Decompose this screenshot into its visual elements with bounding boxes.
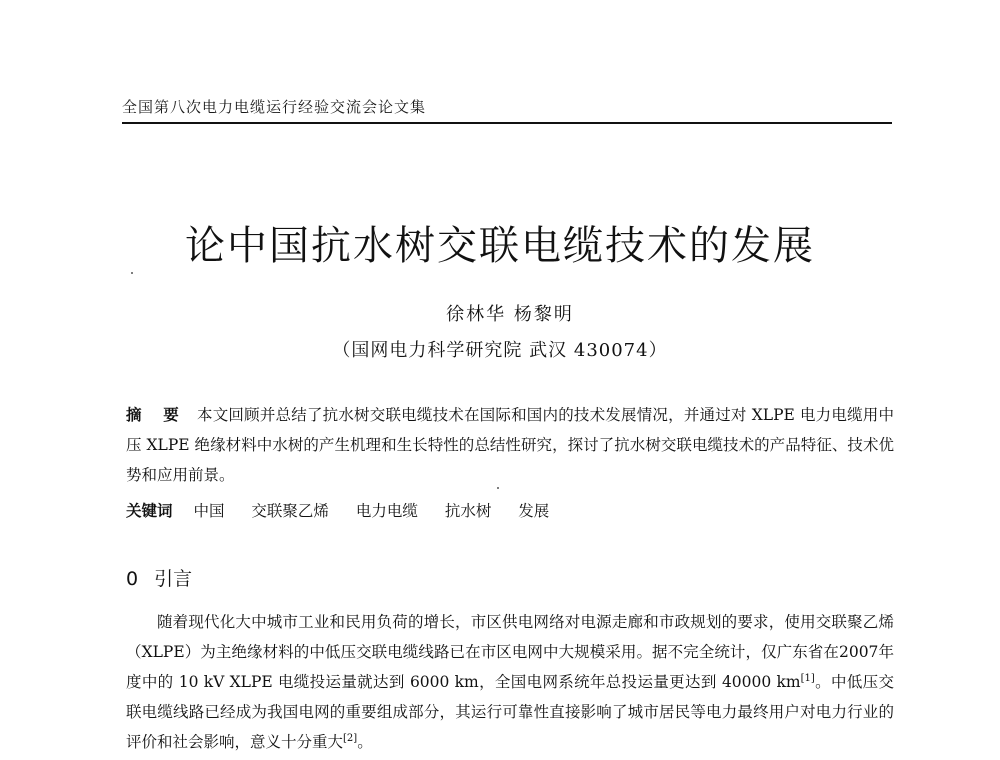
body-text-part: 。中低压交联电缆线路已经成为我国电网的重要组成部分，其运行可靠性直接影响了城市居民等电力最终用户对电力行业的评价和社会影响，意义十分重大 [126, 673, 894, 751]
abstract-label: 摘 要 [126, 406, 188, 424]
body-text-part: 随着现代化大中城市工业和民用负荷的增长，市区供电网络对电源走廊和市政规划的要求，使用交联聚乙烯（XLPE）为主绝缘材料的中低压交联电缆线路已在市区电网中大规模采用。据不完全统计，仅广东省在2007年度中的 10 kV XLPE 电缆投运量就达到 6000 km，全国电网系统年总投运量更达到 40000 km [126, 613, 894, 691]
abstract-text: 本文回顾并总结了抗水树交联电缆技术在国际和国内的技术发展情况，并通过对 XLPE 电力电缆用中压 XLPE 绝缘材料中水树的产生机理和生长特性的总结性研究，探讨了抗水树交联电缆技术的产品特征、技术优势和应用前景。 [126, 406, 894, 484]
paper-title: 论中国抗水树交联电缆技术的发展 [185, 223, 815, 269]
keyword: 中国 [193, 502, 225, 520]
section-heading [126, 564, 192, 591]
running-header: 全国第八次电力电缆运行经验交流会论文集 [122, 98, 427, 116]
keywords-label: 关键词 [126, 502, 173, 520]
keyword: 电力电缆 [355, 502, 418, 520]
keyword: 交联聚乙烯 [251, 502, 329, 520]
keywords-block [126, 496, 894, 526]
keyword: 抗水树 [444, 502, 492, 520]
keyword: 发展 [518, 502, 550, 520]
paper-affiliation: （国网电力科学研究院 武汉 430074） [332, 340, 668, 361]
paper-authors: 徐林华 杨黎明 [446, 304, 574, 325]
section-number: 0 [126, 568, 139, 590]
header-rule [122, 122, 892, 124]
body-paragraph [126, 607, 894, 757]
citation-ref: [2] [343, 733, 358, 744]
citation-ref: [1] [800, 673, 815, 684]
section-title: 引言 [154, 568, 193, 590]
abstract-block [126, 400, 894, 490]
body-text-part: 。 [357, 733, 373, 751]
scan-speck [131, 272, 133, 274]
